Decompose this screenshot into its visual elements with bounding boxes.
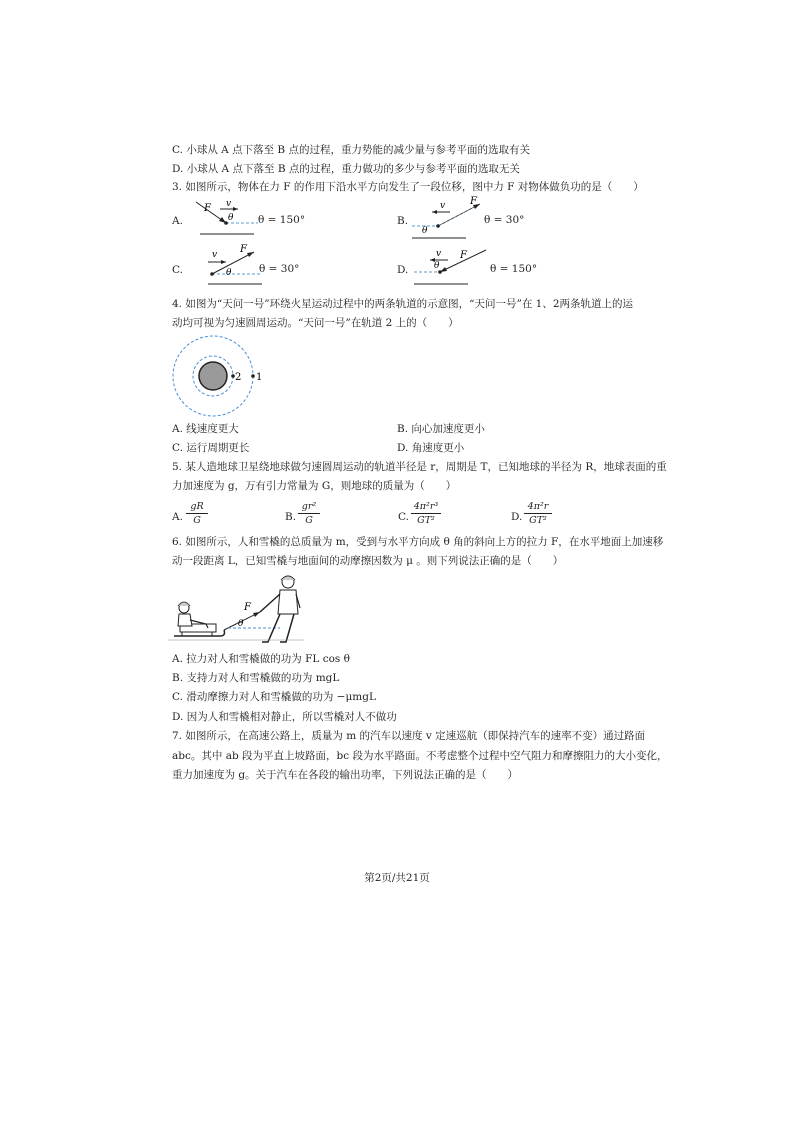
force-label: F bbox=[244, 602, 251, 613]
angle-label: θ bbox=[228, 213, 234, 223]
velocity-label: v bbox=[226, 199, 232, 209]
denominator: GT² bbox=[529, 515, 547, 526]
denominator: G bbox=[305, 515, 313, 526]
numerator: gR bbox=[190, 501, 204, 512]
force-label: F bbox=[204, 203, 211, 214]
q6-option-c: C. 滑动摩擦力对人和雪橇做的功为 −μmgL bbox=[172, 691, 376, 703]
angle-label: θ bbox=[434, 261, 440, 271]
numerator: gr² bbox=[301, 501, 317, 512]
q5-option-d-label: D. bbox=[511, 511, 523, 523]
q2-option-d: D. 小球从 A 点下落至 B 点的过程，重力做功的多少与参考平面的选取无关 bbox=[172, 163, 520, 175]
numerator: 4π²r bbox=[527, 501, 549, 512]
mars-planet bbox=[199, 362, 227, 390]
q6-option-a: A. 拉力对人和雪橇做的功为 FL cos θ bbox=[172, 653, 350, 665]
q3-option-d-angle: θ = 150° bbox=[490, 263, 538, 275]
denominator: GT² bbox=[417, 515, 435, 526]
force-label: F bbox=[460, 250, 467, 261]
force-label: F bbox=[240, 244, 247, 255]
q6-option-d: D. 因为人和雪橇相对静止，所以雪橇对人不做功 bbox=[172, 711, 397, 723]
q6-sled-diagram bbox=[168, 572, 308, 648]
q5-option-b-label: B. bbox=[285, 511, 297, 523]
velocity-label: v bbox=[212, 250, 218, 260]
q3-option-d-label: D. bbox=[397, 264, 409, 276]
velocity-label: v bbox=[436, 249, 442, 259]
q4-stem-line2: 动均可视为匀速圆周运动。“天问一号”在轨道 2 上的（ ） bbox=[172, 317, 459, 329]
q2-option-c: C. 小球从 A 点下落至 B 点的过程，重力势能的减少量与参考平面的选取有关 bbox=[172, 144, 530, 156]
numerator: 4π²r³ bbox=[413, 501, 439, 512]
angle-label: θ bbox=[422, 226, 428, 236]
q3-option-a-diagram bbox=[188, 196, 268, 238]
q6-stem-line1: 6. 如图所示，人和雪橇的总质量为 m，受到与水平方向成 θ 角的斜向上方的拉力 F，在水平地面上加速移 bbox=[172, 536, 664, 548]
q3-option-b-diagram bbox=[408, 196, 488, 240]
q6-stem-line2: 动一段距离 L，已知雪橇与地面间的动摩擦因数为 μ 。则下列说法正确的是（ ） bbox=[172, 555, 564, 567]
q7-stem-line2: abc。其中 ab 段为平直上坡路面，bc 段为水平路面。不考虑整个过程中空气阻力和摩擦阻力的大小变化， bbox=[172, 750, 668, 762]
orbit-2-label: 2 bbox=[235, 372, 242, 383]
q4-orbit-diagram bbox=[170, 334, 262, 418]
q3-option-c-angle: θ = 30° bbox=[259, 263, 300, 275]
denominator: G bbox=[193, 515, 201, 526]
q3-option-a-label: A. bbox=[172, 215, 183, 227]
q7-stem-line3: 重力加速度为 g。关于汽车在各段的输出功率，下列说法正确的是（ ） bbox=[172, 769, 519, 781]
force-label: F bbox=[470, 196, 477, 207]
page-number: 第2页/共21页 bbox=[364, 872, 430, 884]
q4-option-b: B. 向心加速度更小 bbox=[397, 423, 485, 435]
q5-option-d-formula bbox=[524, 501, 552, 526]
orbit-1-label: 1 bbox=[256, 372, 262, 383]
q4-option-a: A. 线速度更大 bbox=[172, 423, 239, 435]
q3-stem: 3. 如图所示，物体在力 F 的作用下沿水平方向发生了一段位移，图中力 F 对物体做负功的是（ ） bbox=[172, 181, 644, 193]
q5-option-b-formula bbox=[298, 501, 320, 526]
velocity-label: v bbox=[440, 201, 446, 211]
angle-label: θ bbox=[238, 619, 244, 629]
q4-option-c: C. 运行周期更长 bbox=[172, 442, 250, 454]
angle-label: θ bbox=[226, 268, 232, 278]
q4-stem-line1: 4. 如图为“天问一号”环绕火星运动过程中的两条轨道的示意图，“天问一号”在 1、2两条轨道上的运 bbox=[172, 298, 634, 310]
q5-option-c-formula bbox=[411, 501, 441, 526]
q7-stem-line1: 7. 如图所示，在高速公路上，质量为 m 的汽车以速度 v 定速巡航（即保持汽车的速率不变）通过路面 bbox=[172, 730, 646, 742]
q5-stem-line2: 力加速度为 g，万有引力常量为 G，则地球的质量为（ ） bbox=[172, 480, 457, 492]
q6-option-b: B. 支持力对人和雪橇做的功为 mgL bbox=[172, 672, 340, 684]
q4-option-d: D. 角速度更小 bbox=[397, 442, 465, 454]
q3-option-c-diagram bbox=[190, 244, 270, 288]
q3-option-d-diagram bbox=[410, 244, 494, 288]
q3-option-a-angle: θ = 150° bbox=[258, 214, 306, 226]
q5-option-a-label: A. bbox=[172, 511, 183, 523]
q5-stem-line1: 5. 某人造地球卫星绕地球做匀速圆周运动的轨道半径是 r，周期是 T，已知地球的半径为 R，地球表面的重 bbox=[172, 461, 667, 473]
q3-option-b-label: B. bbox=[397, 215, 409, 227]
q5-option-a-formula bbox=[186, 501, 208, 526]
q5-option-c-label: C. bbox=[398, 511, 409, 523]
q3-option-b-angle: θ = 30° bbox=[484, 214, 525, 226]
q3-option-c-label: C. bbox=[172, 264, 183, 276]
